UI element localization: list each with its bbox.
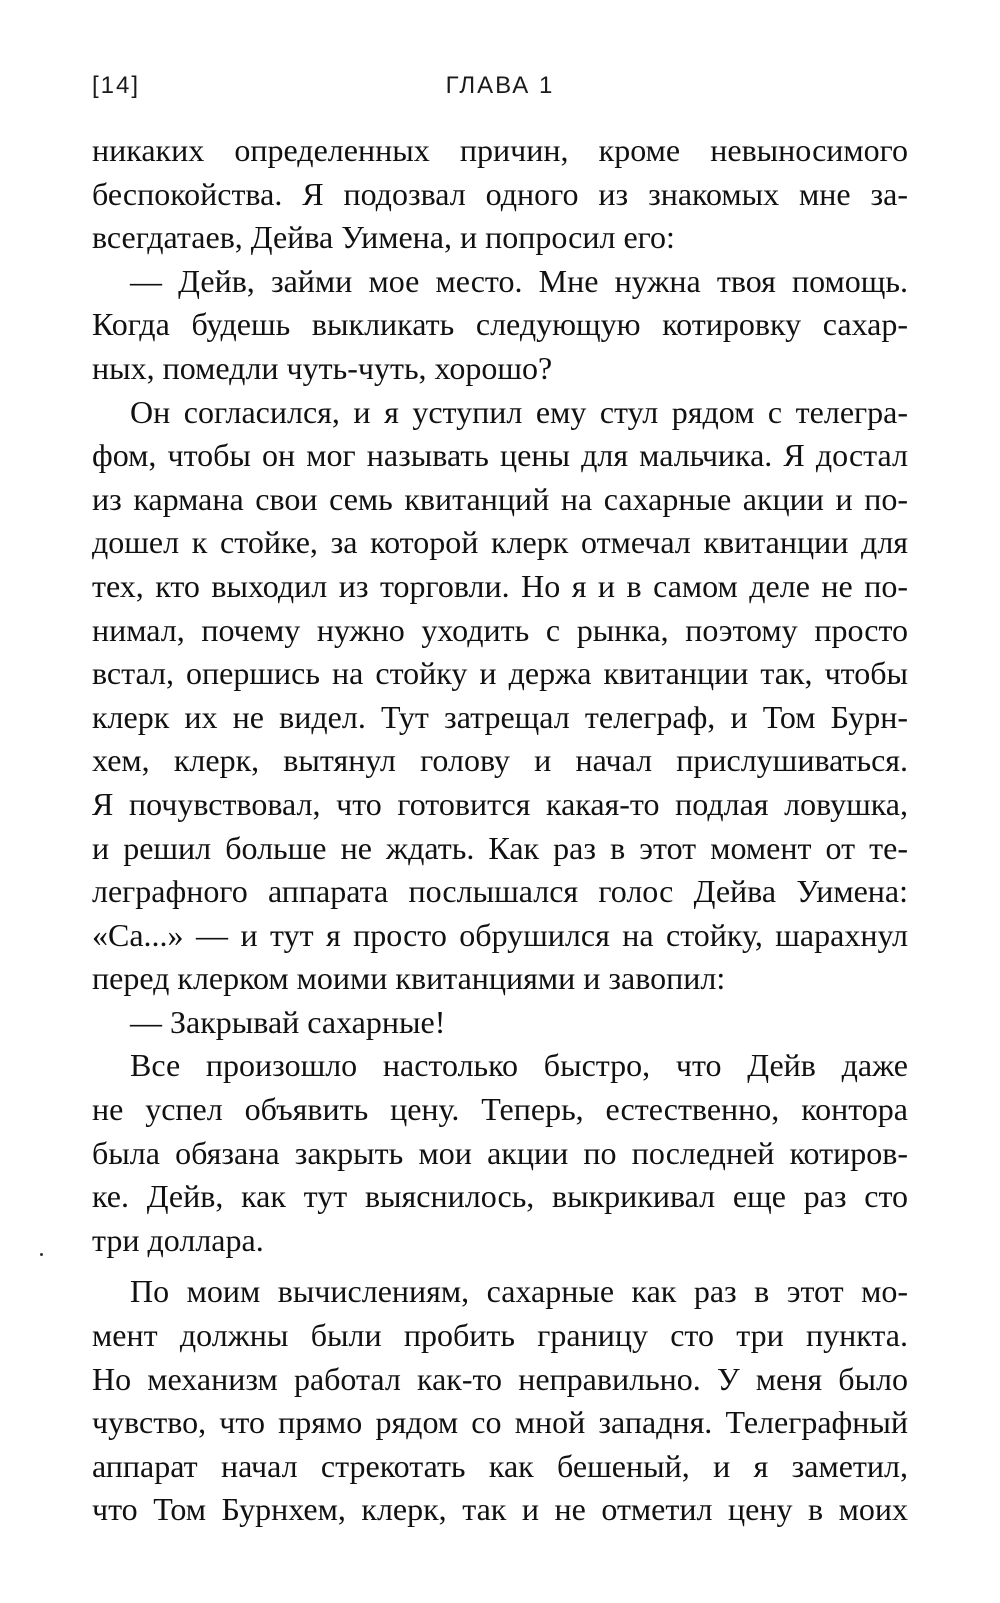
text-line: мент должны были пробить границу сто три пункта.: [92, 1317, 908, 1354]
page-number: [14]: [92, 72, 141, 99]
text-line: По моим вычислениям, сахарные как раз в этот мо-: [130, 1273, 908, 1310]
text-line: из кармана свои семь квитанций на сахарные акции и по-: [92, 480, 908, 517]
text-line: нимал, почему нужно уходить с рынка, поэтому просто: [92, 611, 908, 648]
text-line: леграфного аппарата послышался голос Дейва Уимена:: [92, 873, 908, 910]
text-line: не успел объявить цену. Теперь, естественно, контора: [92, 1091, 908, 1128]
text-line: хем, клерк, вытянул голову и начал прислушиваться.: [92, 742, 908, 779]
text-line: — Дейв, займи мое место. Мне нужна твоя помощь.: [130, 262, 908, 299]
text-line: фом, чтобы он мог называть цены для мальчика. Я достал: [92, 437, 908, 474]
text-line: три доллара.: [92, 1221, 264, 1258]
text-line: всегдатаев, Дейва Уимена, и попросил его:: [92, 219, 675, 256]
text-line: беспокойства. Я подозвал одного из знакомых мне за-: [92, 175, 908, 212]
text-line: Все произошло настолько быстро, что Дейв даже: [130, 1047, 908, 1084]
text-line: клерк их не видел. Тут затрещал телеграф, и Том Бурн-: [92, 698, 908, 735]
text-line: была обязана закрыть мои акции по последней котиров-: [92, 1134, 908, 1171]
body-text: [92, 129, 908, 1532]
text-line: что Том Бурнхем, клерк, так и не отметил цену в моих: [92, 1491, 908, 1528]
scan-speck: [40, 1253, 43, 1256]
text-line: ных, помедли чуть-чуть, хорошо?: [92, 349, 553, 386]
text-line: Но механизм работал как-то неправильно. У меня было: [92, 1360, 908, 1397]
text-line: тех, кто выходил из торговли. Но я и в самом деле не по-: [92, 567, 908, 604]
text-line: Я почувствовал, что готовится какая-то подлая ловушка,: [92, 785, 908, 822]
text-line: перед клерком моими квитанциями и завопил:: [92, 960, 726, 997]
text-line: и решил больше не ждать. Как раз в этот момент от те-: [92, 829, 908, 866]
text-line: встал, опершись на стойку и держа квитанции так, чтобы: [92, 655, 908, 692]
running-header: [92, 72, 908, 108]
text-line: Он согласился, и я уступил ему стул рядом с телегра-: [130, 393, 908, 430]
chapter-title: ГЛАВА 1: [445, 72, 555, 99]
text-line: ке. Дейв, как тут выяснилось, выкрикивал еще раз сто: [92, 1178, 908, 1215]
text-line: никаких определенных причин, кроме невыносимого: [92, 132, 908, 168]
text-line: «Са...» — и тут я просто обрушился на стойку, шарахнул: [92, 916, 908, 953]
text-line: дошел к стойке, за которой клерк отмечал квитанции для: [92, 524, 908, 561]
text-line: Когда будешь выкликать следующую котировку сахар-: [92, 306, 908, 343]
text-line: — Закрывай сахарные!: [130, 1003, 446, 1040]
text-line: чувство, что прямо рядом со мной западня. Телеграфный: [92, 1404, 908, 1441]
paragraph-gap: [92, 1262, 908, 1270]
text-line: аппарат начал стрекотать как бешеный, и я заметил,: [92, 1447, 908, 1484]
